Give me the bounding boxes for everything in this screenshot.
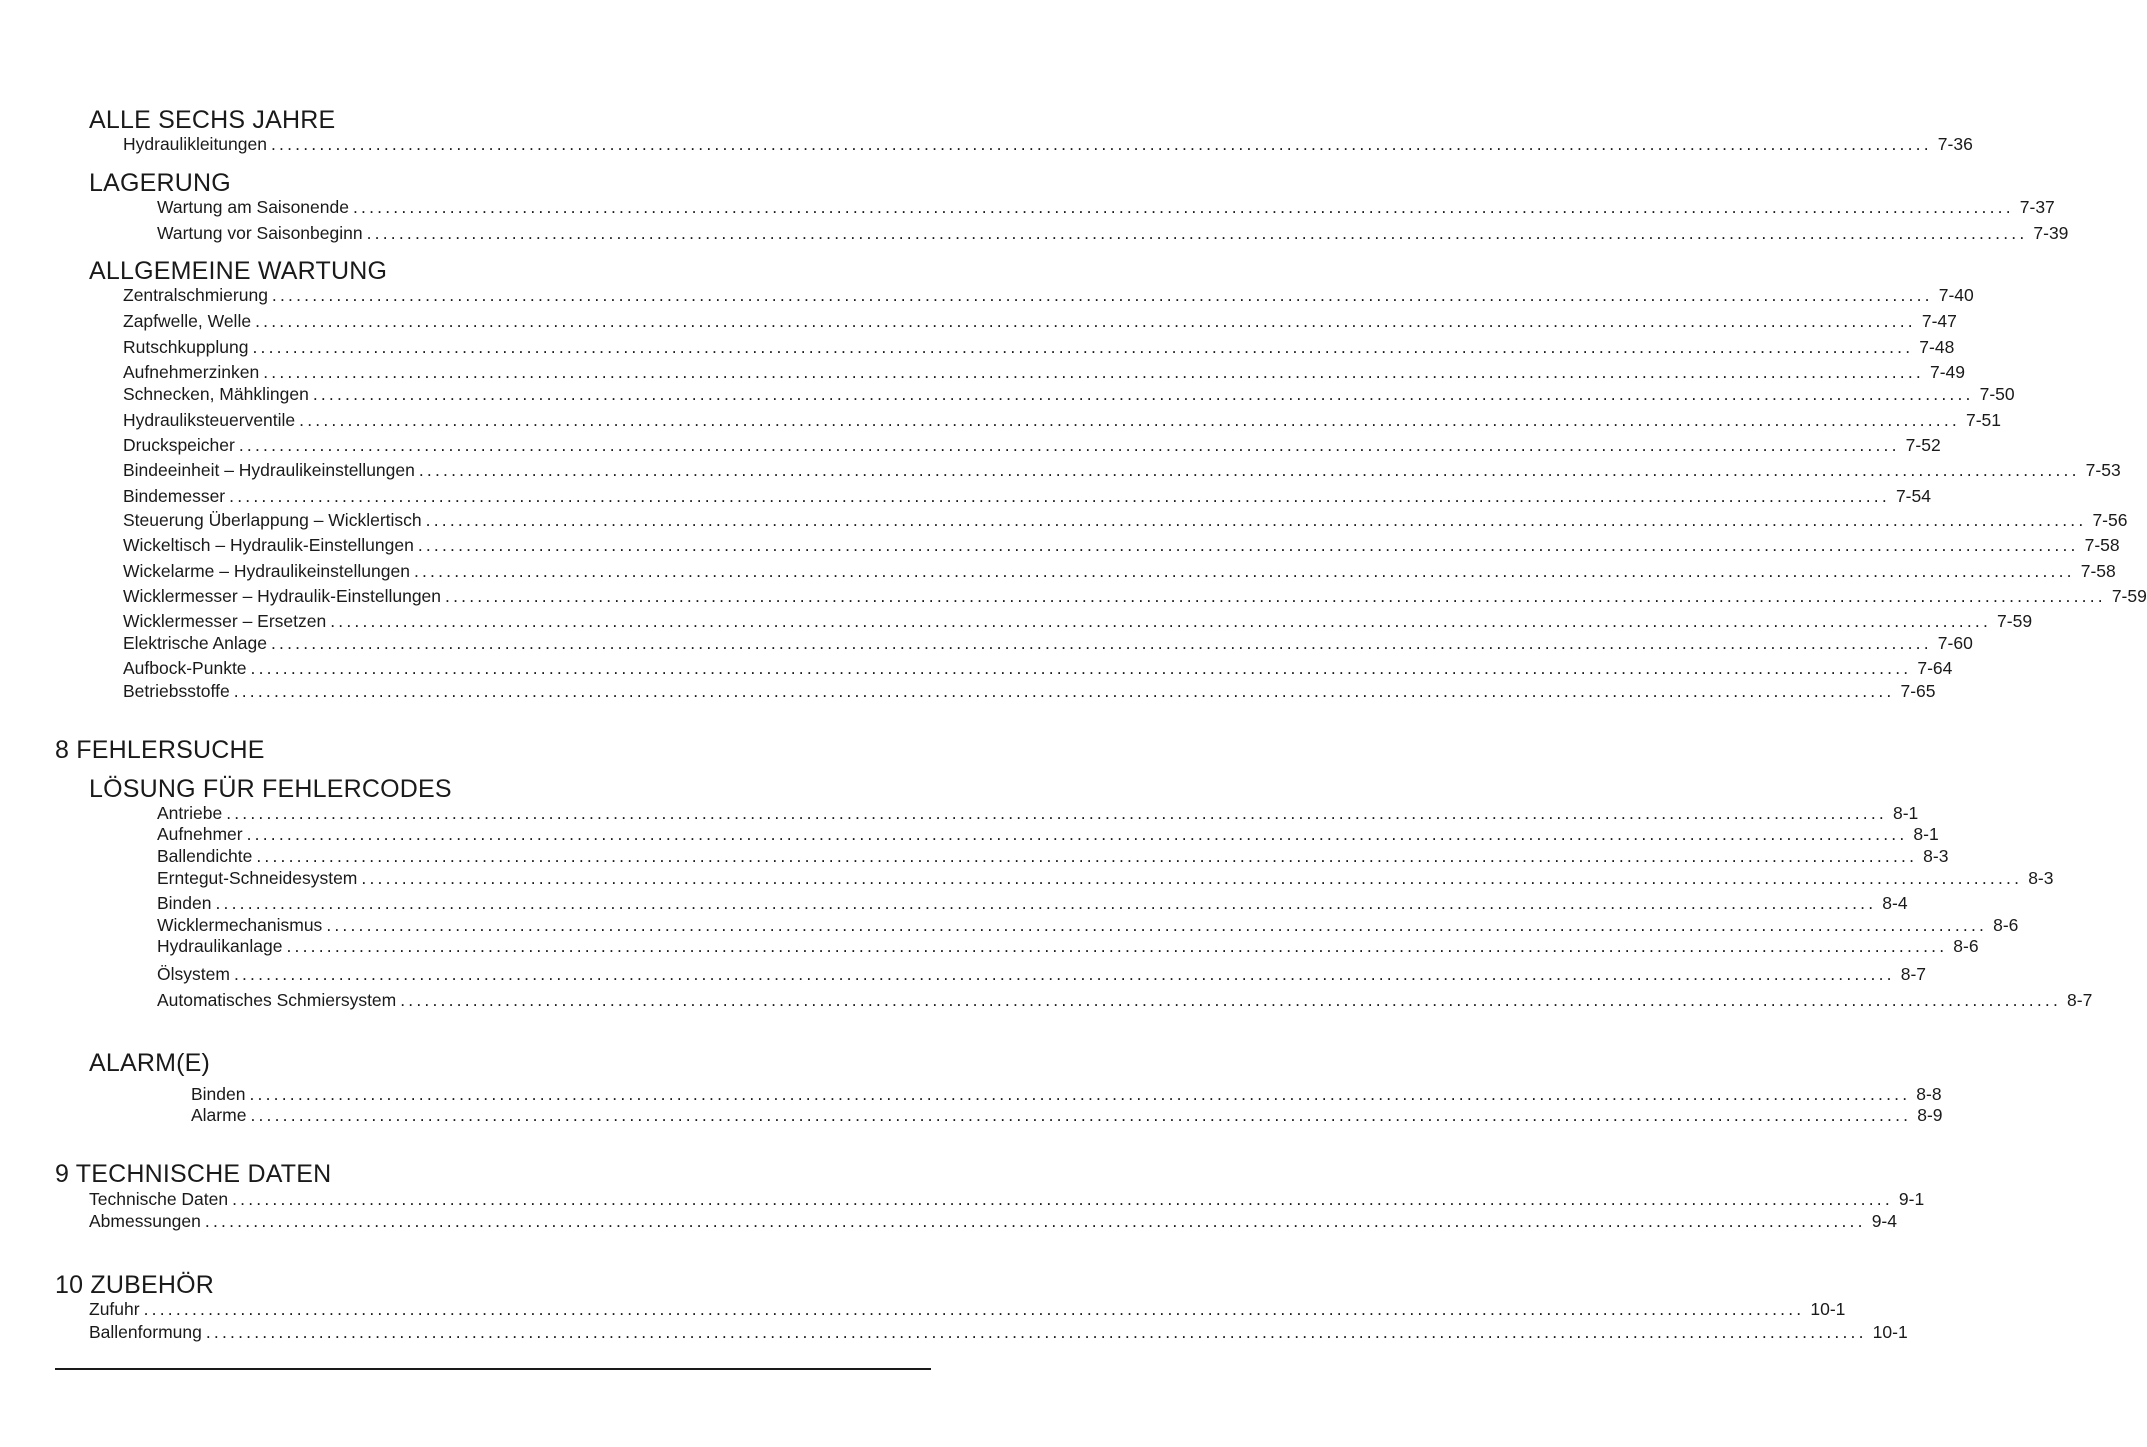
toc-entry-page: 7-51	[1965, 410, 2001, 430]
toc-entry-label: Zapfwelle, Welle	[123, 311, 252, 331]
dot-leader: ..............................................................................................................................................................................................................	[366, 223, 2028, 243]
toc-entry-page: 9-4	[1871, 1211, 1897, 1231]
toc-entry-label: Elektrische Anlage	[123, 633, 267, 653]
toc-entry-page: 8-3	[2028, 868, 2054, 888]
toc-entry[interactable]	[123, 133, 1973, 155]
toc-entry-label: Aufnehmerzinken	[123, 362, 260, 382]
toc-entry-page: 7-64	[1917, 658, 1953, 678]
toc-entry-label: Rutschkupplung	[123, 337, 249, 357]
chapter-heading-9: 9 TECHNISCHE DATEN	[55, 1160, 332, 1188]
section-heading-allgemeine-wartung: ALLGEMEINE WARTUNG	[89, 257, 388, 285]
toc-entry[interactable]	[157, 222, 2069, 244]
dot-leader: ..............................................................................................................................................................................................................	[418, 460, 2080, 480]
dot-leader: ..............................................................................................................................................................................................................	[226, 803, 1887, 823]
toc-entry[interactable]	[157, 935, 1979, 957]
toc-entry-page: 8-8	[1916, 1084, 1942, 1104]
toc-entry-page: 7-37	[2019, 197, 2055, 217]
toc-entry[interactable]	[123, 632, 1973, 654]
toc-entry[interactable]	[191, 1104, 1943, 1126]
toc-entry-page: 8-1	[1913, 824, 1939, 844]
toc-entry-page: 7-59	[1997, 611, 2033, 631]
toc-entry-label: Wartung am Saisonende	[157, 197, 349, 217]
dot-leader: ..............................................................................................................................................................................................................	[361, 868, 2023, 888]
dot-leader: ..............................................................................................................................................................................................................	[312, 384, 1974, 404]
toc-entry[interactable]	[123, 383, 2015, 405]
dot-leader: ..............................................................................................................................................................................................................	[352, 197, 2014, 217]
toc-entry[interactable]	[123, 680, 1936, 702]
toc-entry-label: Ballendichte	[157, 846, 253, 866]
dot-leader: ..............................................................................................................................................................................................................	[326, 915, 1988, 935]
toc-entry[interactable]	[123, 585, 2147, 607]
toc-entry-page: 7-40	[1938, 285, 1974, 305]
chapter-heading-8: 8 FEHLERSUCHE	[55, 736, 265, 764]
toc-entry[interactable]	[157, 892, 1908, 914]
toc-entry-page: 7-47	[1921, 311, 1957, 331]
dot-leader: ..............................................................................................................................................................................................................	[205, 1322, 1867, 1342]
dot-leader: ..............................................................................................................................................................................................................	[250, 658, 1912, 678]
dot-leader: ..............................................................................................................................................................................................................	[445, 586, 2106, 606]
dot-leader: ..............................................................................................................................................................................................................	[252, 337, 1914, 357]
toc-entry[interactable]	[89, 1210, 1897, 1232]
toc-entry-page: 8-4	[1882, 893, 1908, 913]
toc-entry-page: 7-50	[1979, 384, 2015, 404]
toc-entry[interactable]	[123, 534, 2120, 556]
toc-entry-label: Hydraulikleitungen	[123, 134, 267, 154]
section-heading-lagerung: LAGERUNG	[89, 169, 231, 197]
toc-entry-label: Zufuhr	[89, 1299, 140, 1319]
dot-leader: ..............................................................................................................................................................................................................	[256, 846, 1918, 866]
toc-entry-label: Binden	[157, 893, 212, 913]
toc-entry-label: Alarme	[191, 1105, 247, 1125]
toc-entry[interactable]	[157, 867, 2054, 889]
toc-entry-page: 7-53	[2085, 460, 2121, 480]
toc-entry-label: Wickelarme – Hydraulikeinstellungen	[123, 561, 410, 581]
dot-leader: ..............................................................................................................................................................................................................	[270, 633, 1932, 653]
toc-entry-page: 7-59	[2111, 586, 2147, 606]
toc-entry-page: 7-58	[2080, 561, 2116, 581]
toc-entry-page: 7-36	[1937, 134, 1973, 154]
dot-leader: ..............................................................................................................................................................................................................	[330, 611, 1992, 631]
toc-entry[interactable]	[89, 1188, 1925, 1210]
dot-leader: ..............................................................................................................................................................................................................	[299, 410, 1960, 430]
toc-entry-label: Technische Daten	[89, 1189, 229, 1209]
toc-entry-page: 8-7	[2067, 990, 2093, 1010]
toc-entry[interactable]	[89, 1298, 1846, 1320]
toc-entry[interactable]	[123, 409, 2001, 431]
toc-entry-label: Binden	[191, 1084, 246, 1104]
toc-entry-page: 8-1	[1892, 803, 1919, 823]
toc-entry-page: 7-48	[1919, 337, 1955, 357]
toc-entry-label: Ölsystem	[157, 964, 230, 984]
toc-entry[interactable]	[123, 459, 2121, 481]
dot-leader: ..............................................................................................................................................................................................................	[425, 510, 2087, 530]
toc-entry-label: Antriebe	[157, 803, 223, 823]
toc-entry[interactable]	[123, 560, 2116, 582]
dot-leader: ..............................................................................................................................................................................................................	[400, 990, 2062, 1010]
dot-leader: ..............................................................................................................................................................................................................	[238, 435, 1900, 455]
toc-entry-label: Wicklermesser – Ersetzen	[123, 611, 327, 631]
toc-entry-label: Abmessungen	[89, 1211, 201, 1231]
dot-leader: ..............................................................................................................................................................................................................	[215, 893, 1877, 913]
dot-leader: ..............................................................................................................................................................................................................	[232, 1189, 1893, 1209]
toc-entry[interactable]	[157, 845, 1949, 867]
toc-entry-page: 10-1	[1810, 1299, 1846, 1319]
toc-entry-page: 8-7	[1900, 964, 1927, 984]
dot-leader: ..............................................................................................................................................................................................................	[413, 561, 2075, 581]
dot-leader: ..............................................................................................................................................................................................................	[271, 285, 1933, 305]
toc-entry-label: Betriebsstoffe	[123, 681, 230, 701]
toc-entry-page: 7-54	[1895, 486, 1931, 506]
toc-entry-page: 8-3	[1923, 846, 1949, 866]
dot-leader: ..............................................................................................................................................................................................................	[249, 1084, 1911, 1104]
toc-entry-label: Automatisches Schmiersystem	[157, 990, 397, 1010]
toc-entry-label: Wicklermesser – Hydraulik-Einstellungen	[123, 586, 442, 606]
dot-leader: ..............................................................................................................................................................................................................	[270, 134, 1932, 154]
dot-leader: ..............................................................................................................................................................................................................	[204, 1211, 1866, 1231]
toc-entry[interactable]	[123, 434, 1941, 456]
toc-entry-label: Hydrauliksteuerventile	[123, 410, 296, 430]
toc-entry[interactable]	[123, 284, 1974, 306]
chapter-heading-10: 10 ZUBEHÖR	[55, 1271, 214, 1299]
toc-entry[interactable]	[123, 336, 1955, 358]
dot-leader: ..............................................................................................................................................................................................................	[255, 311, 1916, 331]
toc-entry-label: Wicklermechanismus	[157, 915, 323, 935]
toc-entry-page: 7-65	[1900, 681, 1936, 701]
toc-entry-page: 8-6	[1993, 915, 2019, 935]
toc-entry-page: 7-56	[2092, 510, 2128, 530]
toc-entry-label: Wartung vor Saisonbeginn	[157, 223, 363, 243]
toc-entry-label: Aufnehmer	[157, 824, 243, 844]
toc-entry[interactable]	[157, 914, 2019, 936]
toc-entry-label: Bindemesser	[123, 486, 226, 506]
toc-entry-label: Aufbock-Punkte	[123, 658, 247, 678]
toc-entry[interactable]	[157, 823, 1939, 845]
toc-entry[interactable]	[157, 802, 1919, 824]
toc-entry-label: Hydraulikanlage	[157, 936, 283, 956]
toc-entry[interactable]	[123, 610, 2033, 632]
toc-entry-label: Wickeltisch – Hydraulik-Einstellungen	[123, 535, 414, 555]
toc-entry-label: Druckspeicher	[123, 435, 235, 455]
dot-leader: ..............................................................................................................................................................................................................	[233, 964, 1895, 984]
toc-entry-page: 7-58	[2084, 535, 2120, 555]
toc-entry-page: 7-49	[1930, 362, 1966, 382]
toc-entry[interactable]	[123, 361, 1966, 383]
toc-entry-label: Ballenformung	[89, 1322, 202, 1342]
toc-entry[interactable]	[123, 657, 1953, 679]
dot-leader: ..............................................................................................................................................................................................................	[233, 681, 1895, 701]
section-heading-alle-sechs-jahre: ALLE SECHS JAHRE	[89, 106, 336, 134]
toc-entry[interactable]	[123, 509, 2128, 531]
toc-entry[interactable]	[191, 1083, 1942, 1105]
section-heading-loesung-fuer-fehlercodes: LÖSUNG FÜR FEHLERCODES	[89, 775, 452, 803]
toc-entry[interactable]	[123, 310, 1957, 332]
dot-leader: ..............................................................................................................................................................................................................	[286, 936, 1948, 956]
section-heading-alarme: ALARM(E)	[89, 1049, 211, 1077]
footer-divider	[55, 1368, 931, 1370]
dot-leader: ..............................................................................................................................................................................................................	[417, 535, 2079, 555]
toc-entry[interactable]	[157, 963, 1927, 985]
toc-entry-label: Zentralschmierung	[123, 285, 268, 305]
toc-entry-page: 8-6	[1953, 936, 1979, 956]
dot-leader: ..............................................................................................................................................................................................................	[250, 1105, 1912, 1125]
toc-entry-page: 7-39	[2033, 223, 2069, 243]
dot-leader: ..............................................................................................................................................................................................................	[263, 362, 1924, 382]
dot-leader: ..............................................................................................................................................................................................................	[229, 486, 1890, 506]
toc-entry-page: 8-9	[1917, 1105, 1943, 1125]
toc-entry-label: Bindeeinheit – Hydraulikeinstellungen	[123, 460, 415, 480]
toc-entry-page: 9-1	[1898, 1189, 1925, 1209]
toc-entry-label: Erntegut-Schneidesystem	[157, 868, 358, 888]
dot-leader: ..............................................................................................................................................................................................................	[246, 824, 1908, 844]
dot-leader: ..............................................................................................................................................................................................................	[143, 1299, 1805, 1319]
toc-entry[interactable]	[123, 485, 1931, 507]
toc-entry-label: Steuerung Überlappung – Wicklertisch	[123, 510, 422, 530]
toc-entry-page: 7-60	[1937, 633, 1973, 653]
toc-entry[interactable]	[157, 196, 2055, 218]
toc-entry-page: 10-1	[1872, 1322, 1908, 1342]
toc-entry-label: Schnecken, Mähklingen	[123, 384, 309, 404]
toc-entry-page: 7-52	[1905, 435, 1941, 455]
toc-entry[interactable]	[89, 1321, 1908, 1343]
toc-entry[interactable]	[157, 989, 2093, 1011]
